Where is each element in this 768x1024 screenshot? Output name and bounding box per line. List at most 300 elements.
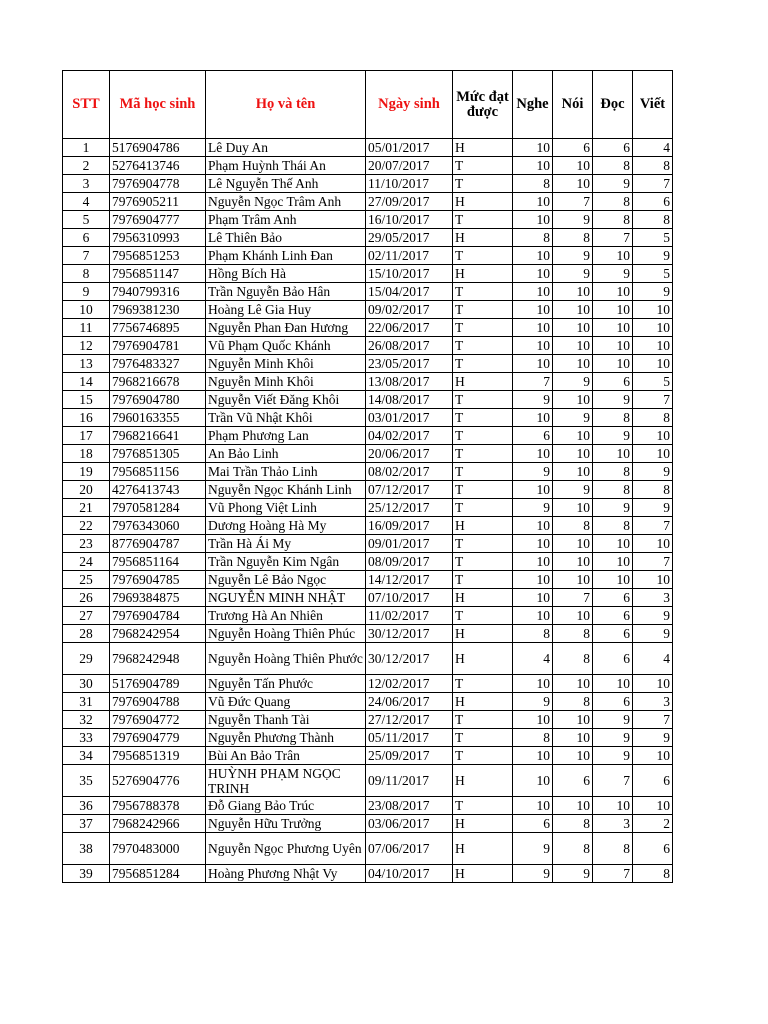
speaking-score-cell: 10	[553, 499, 593, 517]
header-stt: STT	[63, 71, 110, 139]
stt-cell: 16	[63, 409, 110, 427]
full-name-cell: Hoàng Phương Nhật Vy	[206, 865, 366, 883]
level-cell: H	[453, 693, 513, 711]
speaking-score-cell: 10	[553, 711, 593, 729]
speaking-score-cell: 10	[553, 157, 593, 175]
listening-score-cell: 10	[513, 607, 553, 625]
reading-score-cell: 9	[593, 391, 633, 409]
date-of-birth-cell: 30/12/2017	[366, 643, 453, 675]
speaking-score-cell: 10	[553, 337, 593, 355]
date-of-birth-cell: 08/02/2017	[366, 463, 453, 481]
student-code-cell: 5276413746	[110, 157, 206, 175]
stt-cell: 6	[63, 229, 110, 247]
header-student-code: Mã học sinh	[110, 71, 206, 139]
listening-score-cell: 10	[513, 157, 553, 175]
date-of-birth-cell: 23/08/2017	[366, 797, 453, 815]
stt-cell: 35	[63, 765, 110, 797]
student-code-cell: 7976904780	[110, 391, 206, 409]
listening-score-cell: 8	[513, 175, 553, 193]
date-of-birth-cell: 20/06/2017	[366, 445, 453, 463]
full-name-cell: Phạm Phương Lan	[206, 427, 366, 445]
reading-score-cell: 10	[593, 301, 633, 319]
student-code-cell: 7940799316	[110, 283, 206, 301]
date-of-birth-cell: 07/10/2017	[366, 589, 453, 607]
student-code-cell: 7968242954	[110, 625, 206, 643]
reading-score-cell: 10	[593, 319, 633, 337]
level-cell: T	[453, 675, 513, 693]
table-row	[63, 265, 673, 283]
full-name-cell: Phạm Huỳnh Thái An	[206, 157, 366, 175]
reading-score-cell: 10	[593, 247, 633, 265]
student-code-cell: 7976904788	[110, 693, 206, 711]
stt-cell: 17	[63, 427, 110, 445]
level-cell: T	[453, 499, 513, 517]
reading-score-cell: 3	[593, 815, 633, 833]
full-name-cell: Nguyễn Ngọc Phương Uyên	[206, 833, 366, 865]
student-code-cell: 7976905211	[110, 193, 206, 211]
speaking-score-cell: 10	[553, 427, 593, 445]
student-code-cell: 7956851147	[110, 265, 206, 283]
listening-score-cell: 10	[513, 535, 553, 553]
stt-cell: 8	[63, 265, 110, 283]
reading-score-cell: 6	[593, 373, 633, 391]
table-row	[63, 711, 673, 729]
level-cell: H	[453, 229, 513, 247]
speaking-score-cell: 7	[553, 193, 593, 211]
table-row	[63, 373, 673, 391]
writing-score-cell: 10	[633, 675, 673, 693]
level-cell: T	[453, 355, 513, 373]
level-cell: H	[453, 517, 513, 535]
level-cell: H	[453, 193, 513, 211]
full-name-cell: Nguyễn Viết Đăng Khôi	[206, 391, 366, 409]
student-code-cell: 4276413743	[110, 481, 206, 499]
listening-score-cell: 10	[513, 571, 553, 589]
full-name-cell: Nguyễn Phương Thành	[206, 729, 366, 747]
date-of-birth-cell: 11/10/2017	[366, 175, 453, 193]
full-name-cell: Lê Nguyễn Thế Anh	[206, 175, 366, 193]
table-row	[63, 553, 673, 571]
speaking-score-cell: 8	[553, 517, 593, 535]
student-code-cell: 7969384875	[110, 589, 206, 607]
speaking-score-cell: 10	[553, 607, 593, 625]
stt-cell: 21	[63, 499, 110, 517]
date-of-birth-cell: 02/11/2017	[366, 247, 453, 265]
date-of-birth-cell: 26/08/2017	[366, 337, 453, 355]
writing-score-cell: 7	[633, 553, 673, 571]
table-row	[63, 517, 673, 535]
level-cell: T	[453, 481, 513, 499]
stt-cell: 9	[63, 283, 110, 301]
reading-score-cell: 6	[593, 139, 633, 157]
reading-score-cell: 6	[593, 625, 633, 643]
table-row	[63, 355, 673, 373]
stt-cell: 31	[63, 693, 110, 711]
writing-score-cell: 7	[633, 517, 673, 535]
writing-score-cell: 5	[633, 229, 673, 247]
date-of-birth-cell: 04/02/2017	[366, 427, 453, 445]
student-code-cell: 7976904772	[110, 711, 206, 729]
stt-cell: 2	[63, 157, 110, 175]
table-row	[63, 729, 673, 747]
table-row	[63, 175, 673, 193]
speaking-score-cell: 9	[553, 265, 593, 283]
table-row	[63, 675, 673, 693]
header-full-name: Họ và tên	[206, 71, 366, 139]
writing-score-cell: 10	[633, 337, 673, 355]
full-name-cell: Phạm Khánh Linh Đan	[206, 247, 366, 265]
stt-cell: 25	[63, 571, 110, 589]
full-name-cell: Nguyễn Minh Khôi	[206, 355, 366, 373]
stt-cell: 11	[63, 319, 110, 337]
date-of-birth-cell: 13/08/2017	[366, 373, 453, 391]
stt-cell: 15	[63, 391, 110, 409]
full-name-cell: Nguyễn Phan Đan Hương	[206, 319, 366, 337]
student-code-cell: 7956851164	[110, 553, 206, 571]
header-reading: Đọc	[593, 71, 633, 139]
reading-score-cell: 6	[593, 643, 633, 675]
writing-score-cell: 9	[633, 283, 673, 301]
listening-score-cell: 10	[513, 409, 553, 427]
writing-score-cell: 9	[633, 499, 673, 517]
stt-cell: 4	[63, 193, 110, 211]
stt-cell: 29	[63, 643, 110, 675]
table-row	[63, 445, 673, 463]
table-row	[63, 193, 673, 211]
student-code-cell: 7976343060	[110, 517, 206, 535]
header-level: Mức đạt được	[453, 71, 513, 139]
stt-cell: 36	[63, 797, 110, 815]
table-row	[63, 463, 673, 481]
full-name-cell: Trần Nguyễn Bảo Hân	[206, 283, 366, 301]
writing-score-cell: 5	[633, 373, 673, 391]
stt-cell: 32	[63, 711, 110, 729]
student-code-cell: 7956788378	[110, 797, 206, 815]
table-row	[63, 337, 673, 355]
table-row	[63, 391, 673, 409]
reading-score-cell: 9	[593, 747, 633, 765]
date-of-birth-cell: 03/01/2017	[366, 409, 453, 427]
student-code-cell: 7968242966	[110, 815, 206, 833]
reading-score-cell: 10	[593, 553, 633, 571]
student-results-table	[62, 70, 673, 883]
level-cell: T	[453, 247, 513, 265]
table-row	[63, 283, 673, 301]
speaking-score-cell: 8	[553, 815, 593, 833]
full-name-cell: Nguyễn Thanh Tài	[206, 711, 366, 729]
stt-cell: 22	[63, 517, 110, 535]
speaking-score-cell: 8	[553, 643, 593, 675]
writing-score-cell: 7	[633, 711, 673, 729]
writing-score-cell: 9	[633, 625, 673, 643]
level-cell: T	[453, 301, 513, 319]
reading-score-cell: 6	[593, 607, 633, 625]
full-name-cell: Bùi An Bảo Trân	[206, 747, 366, 765]
full-name-cell: Mai Trần Thảo Linh	[206, 463, 366, 481]
reading-score-cell: 7	[593, 229, 633, 247]
stt-cell: 24	[63, 553, 110, 571]
stt-cell: 18	[63, 445, 110, 463]
reading-score-cell: 9	[593, 265, 633, 283]
speaking-score-cell: 9	[553, 211, 593, 229]
full-name-cell: Nguyễn Hoàng Thiên Phước	[206, 643, 366, 675]
reading-score-cell: 9	[593, 711, 633, 729]
student-code-cell: 7956851156	[110, 463, 206, 481]
full-name-cell: Trương Hà An Nhiên	[206, 607, 366, 625]
level-cell: T	[453, 337, 513, 355]
date-of-birth-cell: 07/06/2017	[366, 833, 453, 865]
level-cell: T	[453, 319, 513, 337]
reading-score-cell: 10	[593, 675, 633, 693]
date-of-birth-cell: 15/04/2017	[366, 283, 453, 301]
speaking-score-cell: 7	[553, 589, 593, 607]
student-code-cell: 8776904787	[110, 535, 206, 553]
speaking-score-cell: 9	[553, 409, 593, 427]
level-cell: T	[453, 607, 513, 625]
speaking-score-cell: 10	[553, 355, 593, 373]
listening-score-cell: 10	[513, 711, 553, 729]
reading-score-cell: 9	[593, 175, 633, 193]
speaking-score-cell: 10	[553, 729, 593, 747]
student-code-cell: 7976904781	[110, 337, 206, 355]
writing-score-cell: 6	[633, 765, 673, 797]
reading-score-cell: 8	[593, 157, 633, 175]
stt-cell: 38	[63, 833, 110, 865]
date-of-birth-cell: 05/11/2017	[366, 729, 453, 747]
writing-score-cell: 8	[633, 409, 673, 427]
listening-score-cell: 9	[513, 463, 553, 481]
table-row	[63, 589, 673, 607]
date-of-birth-cell: 15/10/2017	[366, 265, 453, 283]
listening-score-cell: 10	[513, 301, 553, 319]
speaking-score-cell: 6	[553, 139, 593, 157]
speaking-score-cell: 9	[553, 865, 593, 883]
writing-score-cell: 8	[633, 481, 673, 499]
writing-score-cell: 8	[633, 865, 673, 883]
level-cell: H	[453, 625, 513, 643]
full-name-cell: Vũ Phong Việt Linh	[206, 499, 366, 517]
stt-cell: 5	[63, 211, 110, 229]
speaking-score-cell: 8	[553, 625, 593, 643]
level-cell: H	[453, 833, 513, 865]
level-cell: T	[453, 157, 513, 175]
student-code-cell: 7968216641	[110, 427, 206, 445]
date-of-birth-cell: 22/06/2017	[366, 319, 453, 337]
reading-score-cell: 8	[593, 833, 633, 865]
level-cell: T	[453, 391, 513, 409]
full-name-cell: Nguyễn Lê Bảo Ngọc	[206, 571, 366, 589]
date-of-birth-cell: 27/09/2017	[366, 193, 453, 211]
listening-score-cell: 10	[513, 517, 553, 535]
writing-score-cell: 10	[633, 797, 673, 815]
date-of-birth-cell: 03/06/2017	[366, 815, 453, 833]
listening-score-cell: 10	[513, 265, 553, 283]
table-row	[63, 625, 673, 643]
reading-score-cell: 6	[593, 693, 633, 711]
speaking-score-cell: 10	[553, 175, 593, 193]
level-cell: H	[453, 865, 513, 883]
writing-score-cell: 8	[633, 211, 673, 229]
writing-score-cell: 8	[633, 157, 673, 175]
listening-score-cell: 10	[513, 247, 553, 265]
listening-score-cell: 10	[513, 193, 553, 211]
listening-score-cell: 10	[513, 481, 553, 499]
writing-score-cell: 5	[633, 265, 673, 283]
level-cell: H	[453, 373, 513, 391]
speaking-score-cell: 9	[553, 481, 593, 499]
writing-score-cell: 7	[633, 391, 673, 409]
level-cell: H	[453, 815, 513, 833]
table-row	[63, 865, 673, 883]
writing-score-cell: 3	[633, 589, 673, 607]
date-of-birth-cell: 07/12/2017	[366, 481, 453, 499]
student-code-cell: 7976904778	[110, 175, 206, 193]
stt-cell: 14	[63, 373, 110, 391]
table-row	[63, 571, 673, 589]
date-of-birth-cell: 16/10/2017	[366, 211, 453, 229]
reading-score-cell: 10	[593, 571, 633, 589]
writing-score-cell: 9	[633, 247, 673, 265]
listening-score-cell: 10	[513, 797, 553, 815]
student-code-cell: 7976483327	[110, 355, 206, 373]
writing-score-cell: 10	[633, 319, 673, 337]
full-name-cell: Nguyễn Ngọc Khánh Linh	[206, 481, 366, 499]
student-code-cell: 7956851284	[110, 865, 206, 883]
speaking-score-cell: 9	[553, 373, 593, 391]
level-cell: T	[453, 553, 513, 571]
level-cell: T	[453, 747, 513, 765]
writing-score-cell: 6	[633, 193, 673, 211]
writing-score-cell: 4	[633, 643, 673, 675]
student-code-cell: 7976904785	[110, 571, 206, 589]
stt-cell: 12	[63, 337, 110, 355]
student-code-cell: 7956851253	[110, 247, 206, 265]
writing-score-cell: 10	[633, 747, 673, 765]
date-of-birth-cell: 09/02/2017	[366, 301, 453, 319]
listening-score-cell: 10	[513, 139, 553, 157]
writing-score-cell: 3	[633, 693, 673, 711]
level-cell: T	[453, 711, 513, 729]
writing-score-cell: 10	[633, 427, 673, 445]
full-name-cell: Hồng Bích Hà	[206, 265, 366, 283]
listening-score-cell: 10	[513, 445, 553, 463]
listening-score-cell: 10	[513, 553, 553, 571]
student-code-cell: 7976904777	[110, 211, 206, 229]
listening-score-cell: 6	[513, 815, 553, 833]
listening-score-cell: 9	[513, 833, 553, 865]
table-row	[63, 427, 673, 445]
writing-score-cell: 9	[633, 463, 673, 481]
level-cell: T	[453, 571, 513, 589]
speaking-score-cell: 10	[553, 463, 593, 481]
speaking-score-cell: 10	[553, 445, 593, 463]
level-cell: T	[453, 427, 513, 445]
writing-score-cell: 7	[633, 175, 673, 193]
date-of-birth-cell: 16/09/2017	[366, 517, 453, 535]
student-code-cell: 7956310993	[110, 229, 206, 247]
full-name-cell: Nguyễn Hoàng Thiên Phúc	[206, 625, 366, 643]
date-of-birth-cell: 24/06/2017	[366, 693, 453, 711]
stt-cell: 30	[63, 675, 110, 693]
level-cell: T	[453, 175, 513, 193]
table-row	[63, 535, 673, 553]
writing-score-cell: 9	[633, 607, 673, 625]
reading-score-cell: 7	[593, 865, 633, 883]
listening-score-cell: 10	[513, 589, 553, 607]
speaking-score-cell: 10	[553, 553, 593, 571]
listening-score-cell: 9	[513, 693, 553, 711]
full-name-cell: Vũ Phạm Quốc Khánh	[206, 337, 366, 355]
student-code-cell: 7960163355	[110, 409, 206, 427]
reading-score-cell: 10	[593, 355, 633, 373]
student-code-cell: 5176904789	[110, 675, 206, 693]
student-code-cell: 5276904776	[110, 765, 206, 797]
table-row	[63, 139, 673, 157]
reading-score-cell: 10	[593, 445, 633, 463]
date-of-birth-cell: 29/05/2017	[366, 229, 453, 247]
table-row	[63, 229, 673, 247]
date-of-birth-cell: 27/12/2017	[366, 711, 453, 729]
reading-score-cell: 10	[593, 535, 633, 553]
header-speaking: Nói	[553, 71, 593, 139]
full-name-cell: Trần Hà Ái My	[206, 535, 366, 553]
speaking-score-cell: 10	[553, 797, 593, 815]
full-name-cell: Phạm Trâm Anh	[206, 211, 366, 229]
stt-cell: 28	[63, 625, 110, 643]
stt-cell: 34	[63, 747, 110, 765]
header-date-of-birth: Ngày sinh	[366, 71, 453, 139]
full-name-cell: Dương Hoàng Hà My	[206, 517, 366, 535]
table-row	[63, 815, 673, 833]
speaking-score-cell: 10	[553, 535, 593, 553]
student-code-cell: 7969381230	[110, 301, 206, 319]
level-cell: T	[453, 463, 513, 481]
level-cell: H	[453, 139, 513, 157]
reading-score-cell: 10	[593, 283, 633, 301]
writing-score-cell: 10	[633, 571, 673, 589]
table-row	[63, 607, 673, 625]
full-name-cell: Đỗ Giang Bảo Trúc	[206, 797, 366, 815]
table-row	[63, 833, 673, 865]
stt-cell: 33	[63, 729, 110, 747]
reading-score-cell: 8	[593, 481, 633, 499]
listening-score-cell: 8	[513, 229, 553, 247]
listening-score-cell: 9	[513, 391, 553, 409]
table-body	[63, 139, 673, 883]
reading-score-cell: 9	[593, 729, 633, 747]
reading-score-cell: 8	[593, 193, 633, 211]
level-cell: T	[453, 535, 513, 553]
listening-score-cell: 10	[513, 211, 553, 229]
reading-score-cell: 9	[593, 427, 633, 445]
level-cell: T	[453, 797, 513, 815]
listening-score-cell: 10	[513, 319, 553, 337]
date-of-birth-cell: 25/09/2017	[366, 747, 453, 765]
reading-score-cell: 7	[593, 765, 633, 797]
full-name-cell: Hoàng Lê Gia Huy	[206, 301, 366, 319]
full-name-cell: Nguyễn Tấn Phước	[206, 675, 366, 693]
writing-score-cell: 10	[633, 445, 673, 463]
date-of-birth-cell: 20/07/2017	[366, 157, 453, 175]
writing-score-cell: 9	[633, 729, 673, 747]
listening-score-cell: 8	[513, 625, 553, 643]
stt-cell: 39	[63, 865, 110, 883]
student-code-cell: 5176904786	[110, 139, 206, 157]
table-row	[63, 765, 673, 797]
speaking-score-cell: 10	[553, 391, 593, 409]
level-cell: H	[453, 643, 513, 675]
full-name-cell: Trần Nguyễn Kim Ngân	[206, 553, 366, 571]
